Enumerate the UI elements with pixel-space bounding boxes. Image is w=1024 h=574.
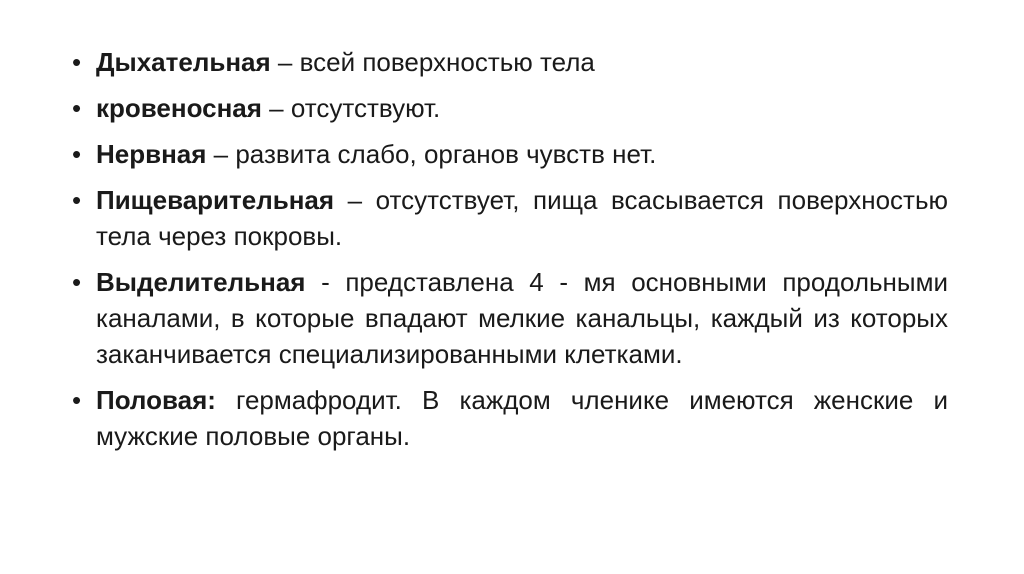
bullet-list [72,44,948,464]
item-term: кровеносная [96,93,262,123]
item-term: Дыхательная [96,47,271,77]
item-text: гермафродит. В каждом членике имеются женские и мужские половые органы. [96,385,948,451]
item-text: – развита слабо, органов чувств нет. [206,139,657,169]
list-item-reproductive [72,382,948,454]
bullet-icon: • [72,185,82,215]
bullet-icon: • [72,385,82,415]
item-text: – отсутствуют. [261,93,441,123]
bullet-icon: • [72,93,82,123]
list-item-digestive [72,182,948,254]
list-item-circulatory [72,90,948,126]
item-text: – всей поверхностью тела [270,47,595,77]
item-term: Выделительная [96,267,306,297]
bullet-icon: • [72,267,82,297]
item-term: Нервная [96,139,207,169]
item-text: – отсутствует, пища всасывается поверхностью тела через покровы. [96,185,948,251]
bullet-icon: • [72,139,82,169]
list-item-respiratory [72,44,948,80]
list-item-nervous [72,136,948,172]
item-text: - представлена 4 - мя основными продольными каналами, в которые впадают мелкие канальцы, каждый из которых заканчивается специализированными клетками. [96,267,948,369]
item-term: Пищеварительная [96,185,335,215]
list-item-excretory [72,264,948,372]
item-term: Половая: [96,385,216,415]
bullet-icon: • [72,47,82,77]
